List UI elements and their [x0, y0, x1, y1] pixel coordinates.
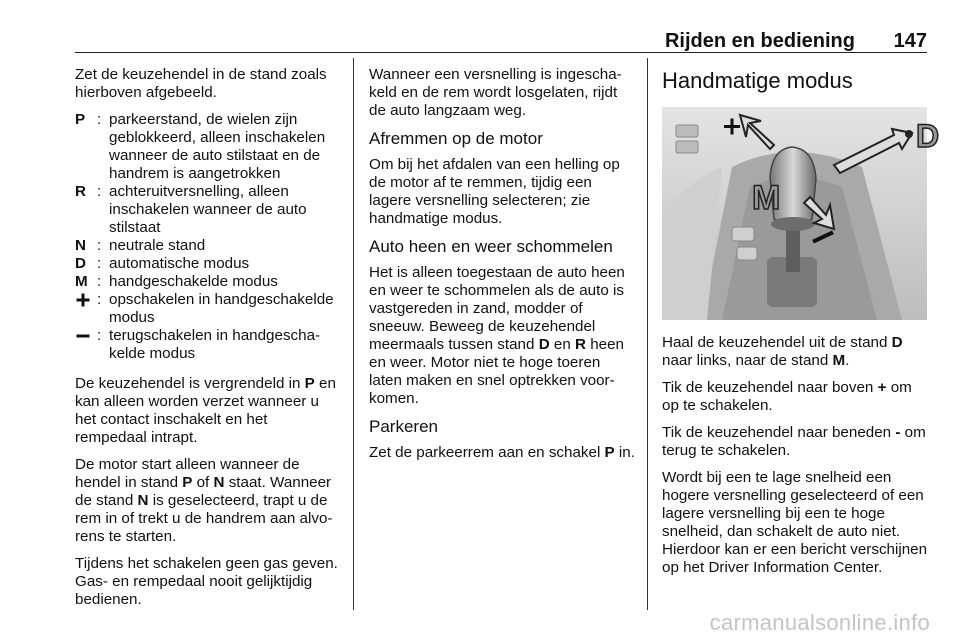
definition-text: parkeerstand, de wielen zijn geblokkeerd, alleen inschakelen wanneer de auto stilstaat en de handrem is aangetrokken — [109, 111, 326, 182]
page-header — [75, 30, 927, 50]
lock-paragraph: De keuzehendel is vergrendeld in P en kan alleen worden verzet wanneer u het contact inschakelt en het rempedaal intrapt. — [75, 375, 336, 446]
definition-row — [75, 237, 343, 255]
heading-engine-brake: Afremmen op de motor — [369, 129, 543, 148]
definition-key: R — [75, 183, 86, 200]
definition-separator: : — [97, 273, 102, 290]
gear-selector-illustration — [662, 107, 940, 320]
page-number: 147 — [893, 30, 927, 52]
pedal-paragraph: Tijdens het schakelen geen gas geven. Gas- en rempedaal nooit gelijktijdig bedienen. — [75, 555, 338, 608]
column-right — [662, 66, 940, 586]
definition-separator: : — [97, 255, 102, 272]
selector-positions-list — [75, 111, 343, 363]
definition-row — [75, 183, 343, 237]
intro-paragraph: Zet de keuzehendel in de stand zoals hierboven afgebeeld. — [75, 66, 327, 101]
definition-text: terugschakelen in handgeschakelde modus — [109, 327, 321, 362]
definition-key — [75, 291, 97, 327]
definition-text: automatische modus — [109, 255, 250, 272]
definition-separator: : — [97, 183, 102, 200]
definition-key: D — [75, 255, 86, 272]
definition-separator: : — [97, 327, 102, 344]
definition-key: N — [75, 237, 86, 254]
definition-separator: : — [97, 291, 102, 308]
definition-text: achteruitversnelling, alleen inschakelen wanneer de auto stilstaat — [109, 183, 307, 236]
figure-label-m: M — [752, 179, 781, 217]
definition-text: neutrale stand — [109, 237, 206, 254]
definition-text: handgeschakelde modus — [109, 273, 278, 290]
gear-selector-drawing — [662, 107, 940, 320]
heading-rocking: Auto heen en weer schommelen — [369, 237, 613, 256]
manual-mode-paragraph: Haal de keuzehendel uit de stand D naar links, naar de stand M. — [662, 334, 903, 369]
heading-parking: Parkeren — [369, 417, 438, 436]
section-title: Handmatige modus — [662, 68, 853, 93]
rocking-paragraph: Het is alleen toegestaan de auto heen en weer te schommelen als de auto is vastgereden in zand, modder of sneeuw. Beweeg de keuzehendel meermaals tussen stand D en R heen en weer. Motor niet te hoge toeren laten maken en snel optrekken voorkomen. — [369, 264, 625, 407]
minus-icon — [75, 328, 91, 344]
column-middle — [369, 66, 635, 471]
column-divider — [353, 58, 354, 610]
definition-key — [75, 327, 97, 363]
start-paragraph: De motor start alleen wanneer de hendel in stand P of N staat. Wanneer de stand N is geselecteerd, trapt u de rem in of trekt u de handrem aan alvorens te starten. — [75, 456, 333, 545]
header-rule — [75, 52, 927, 53]
plus-icon — [75, 292, 91, 308]
definition-separator: : — [97, 111, 102, 128]
shift-limit-paragraph: Wordt bij een te lage snelheid een hogere versnelling geselecteerd of een lagere versnelling bij een te hoge snelheid, dan schakelt de auto niet. Hierdoor kan er een bericht verschijnen op het Driver Information Center. — [662, 469, 928, 576]
engine-brake-paragraph: Om bij het afdalen van een helling op de motor af te remmen, tijdig een lagere versnelling selecteren; zie handmatige modus. — [369, 156, 620, 227]
definition-separator: : — [97, 237, 102, 254]
parking-paragraph: Zet de parkeerrem aan en schakel P in. — [369, 444, 635, 461]
upshift-paragraph: Tik de keuzehendel naar boven + om op te schakelen. — [662, 379, 912, 414]
definition-key: M — [75, 273, 88, 290]
definition-row — [75, 111, 343, 183]
creep-paragraph: Wanneer een versnelling is ingeschakeld en de rem wordt losgelaten, rijdt de auto langzaam weg. — [369, 66, 622, 119]
watermark: carmanualsonline.info — [709, 610, 930, 635]
definition-row — [75, 327, 343, 363]
downshift-paragraph: Tik de keuzehendel naar beneden - om terug te schakelen. — [662, 424, 926, 459]
definition-row — [75, 273, 343, 291]
column-left — [75, 66, 343, 618]
column-divider — [647, 58, 648, 610]
definition-text: opschakelen in handgeschakelde modus — [109, 291, 334, 326]
definition-row — [75, 291, 343, 327]
definition-key: P — [75, 111, 86, 128]
definition-row — [75, 255, 343, 273]
figure-label-d: D — [916, 118, 940, 154]
running-title: Rijden en bediening — [664, 30, 855, 52]
